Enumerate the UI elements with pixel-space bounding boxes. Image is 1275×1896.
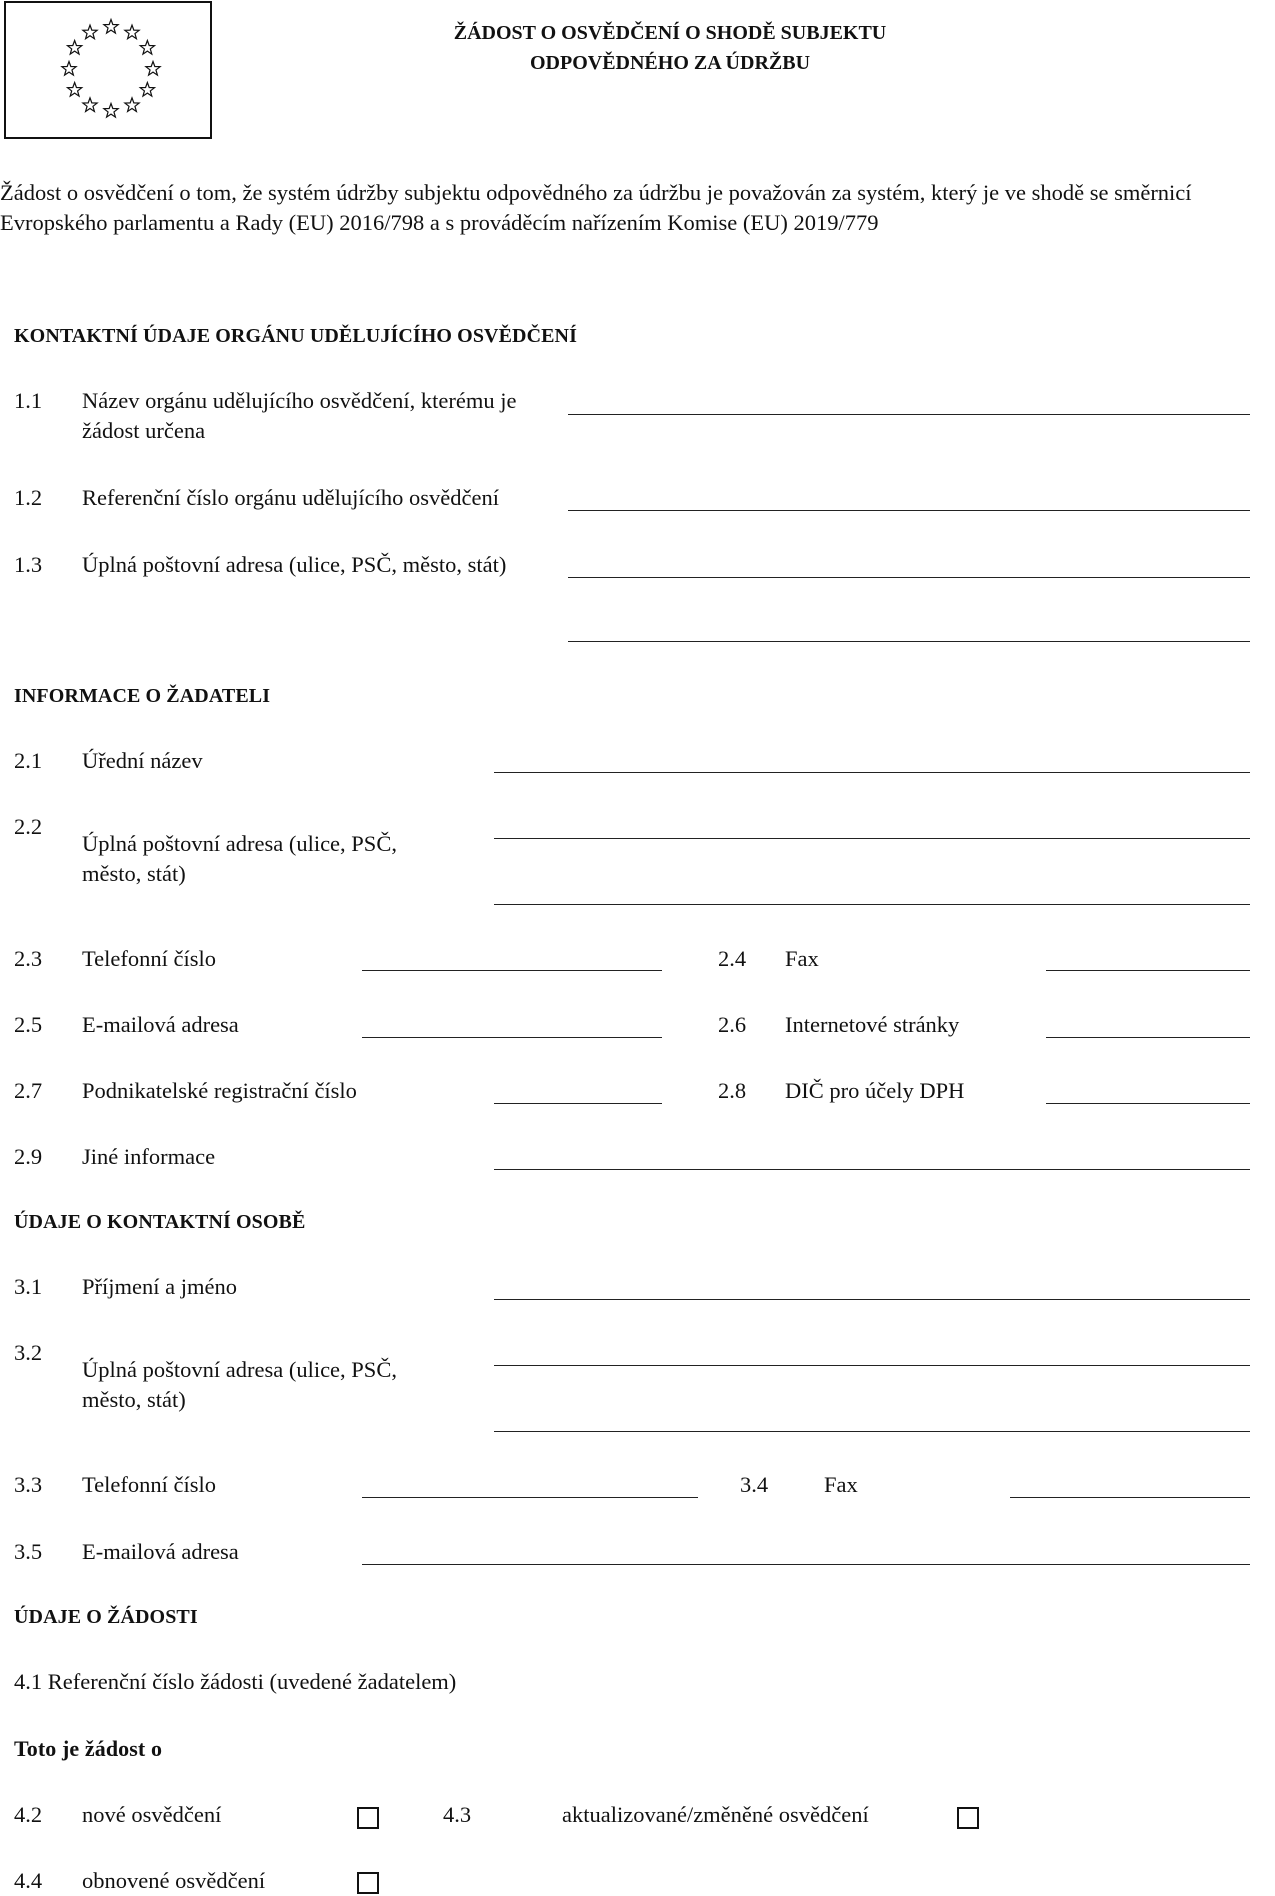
item-2-7-number: 2.7 xyxy=(14,1078,43,1103)
item-1-1-number: 1.1 xyxy=(14,388,43,413)
item-3-2-number: 3.2 xyxy=(14,1340,43,1365)
field-1-2-line[interactable] xyxy=(568,510,1250,511)
item-2-7-label: Podnikatelské registrační číslo xyxy=(82,1078,357,1103)
item-2-3-number: 2.3 xyxy=(14,946,43,971)
field-2-5-line[interactable] xyxy=(362,1037,662,1038)
item-2-1-number: 2.1 xyxy=(14,748,43,773)
section4-heading: ÚDAJE O ŽÁDOSTI xyxy=(14,1606,198,1628)
item-3-4-label: Fax xyxy=(824,1472,858,1497)
star-icon xyxy=(125,25,139,39)
star-icon xyxy=(83,25,97,39)
field-1-1-line[interactable] xyxy=(568,414,1250,415)
item-3-3-number: 3.3 xyxy=(14,1472,43,1497)
item-4-2-number: 4.2 xyxy=(14,1802,43,1827)
star-icon xyxy=(104,20,118,34)
intro-paragraph: Žádost o osvědčení o tom, že systém údržby subjektu odpovědného za údržbu je považován za systém, který je ve shodě se směrnicí Evropského parlamentu a Rady (EU) 2016/798 a s prováděcím nařízením Komise (EU) 2019/779 xyxy=(0,180,1192,235)
item-2-4-number: 2.4 xyxy=(718,946,747,971)
item-2-8-label: DIČ pro účely DPH xyxy=(785,1078,965,1103)
field-2-4-line[interactable] xyxy=(1046,970,1250,971)
field-2-3-line[interactable] xyxy=(362,970,662,971)
item-2-6-number: 2.6 xyxy=(718,1012,747,1037)
eu-flag-logo xyxy=(4,1,212,139)
field-1-3-line-2[interactable] xyxy=(568,641,1250,642)
item-2-2-label: Úplná poštovní adresa (ulice, PSČ, město, stát) xyxy=(82,831,397,886)
item-4-4-number: 4.4 xyxy=(14,1868,43,1893)
field-3-1-line[interactable] xyxy=(494,1299,1250,1300)
field-2-2-line-1[interactable] xyxy=(494,838,1250,839)
field-3-2-line-1[interactable] xyxy=(494,1365,1250,1366)
star-icon xyxy=(83,98,97,112)
item-4-3-number: 4.3 xyxy=(443,1802,472,1827)
item-3-1-label: Příjmení a jméno xyxy=(82,1274,237,1299)
item-2-3-label: Telefonní číslo xyxy=(82,946,217,971)
item-3-2-label: Úplná poštovní adresa (ulice, PSČ, město, stát) xyxy=(82,1357,397,1412)
field-2-6-line[interactable] xyxy=(1046,1037,1250,1038)
star-icon xyxy=(104,104,118,118)
item-1-2-label: Referenční číslo orgánu udělujícího osvědčení xyxy=(82,485,499,510)
item-2-2-number: 2.2 xyxy=(14,814,43,839)
item-2-8-number: 2.8 xyxy=(718,1078,747,1103)
field-1-3-line-1[interactable] xyxy=(568,577,1250,578)
section3-heading: ÚDAJE O KONTAKTNÍ OSOBĚ xyxy=(14,1211,306,1233)
item-2-5-label: E-mailová adresa xyxy=(82,1012,239,1037)
item-4-2-label: nové osvědčení xyxy=(82,1802,222,1827)
item-3-3-label: Telefonní číslo xyxy=(82,1472,217,1497)
field-3-5-line[interactable] xyxy=(362,1564,1250,1565)
item-3-5-label: E-mailová adresa xyxy=(82,1539,239,1564)
field-3-2-line-2[interactable] xyxy=(494,1431,1250,1432)
new-certificate-checkbox[interactable] xyxy=(357,1807,379,1829)
field-3-3-line[interactable] xyxy=(362,1497,698,1498)
section1-heading: KONTAKTNÍ ÚDAJE ORGÁNU UDĚLUJÍCÍHO OSVĚDČENÍ xyxy=(14,325,577,347)
renewed-certificate-checkbox[interactable] xyxy=(357,1872,379,1894)
document-title: ŽÁDOST O OSVĚDČENÍ O SHODĚ SUBJEKTU ODPOVĚDNÉHO ZA ÚDRŽBU xyxy=(453,22,887,74)
item-3-5-number: 3.5 xyxy=(14,1539,43,1564)
item-2-9-number: 2.9 xyxy=(14,1144,43,1169)
item-1-3-label: Úplná poštovní adresa (ulice, PSČ, město, stát) xyxy=(82,552,507,577)
item-2-5-number: 2.5 xyxy=(14,1012,43,1037)
item-3-4-number: 3.4 xyxy=(740,1472,769,1497)
item-2-1-label: Úřední název xyxy=(82,748,203,773)
star-icon xyxy=(146,62,160,76)
field-2-8-line[interactable] xyxy=(1046,1103,1250,1104)
star-icon xyxy=(140,83,154,97)
eu-stars-icon xyxy=(6,3,214,141)
item-2-9-label: Jiné informace xyxy=(82,1144,216,1169)
item-4-1-label: 4.1 Referenční číslo žádosti (uvedené žadatelem) xyxy=(14,1669,457,1694)
item-2-6-label: Internetové stránky xyxy=(785,1012,960,1037)
item-4-4-label: obnovené osvědčení xyxy=(82,1868,266,1893)
star-icon xyxy=(67,83,81,97)
item-4-3-label: aktualizované/změněné osvědčení xyxy=(562,1802,869,1827)
star-icon xyxy=(140,41,154,55)
field-3-4-line[interactable] xyxy=(1010,1497,1250,1498)
item-1-2-number: 1.2 xyxy=(14,485,43,510)
item-3-1-number: 3.1 xyxy=(14,1274,43,1299)
star-icon xyxy=(125,98,139,112)
item-2-4-label: Fax xyxy=(785,946,819,971)
star-icon xyxy=(62,62,76,76)
field-2-2-line-2[interactable] xyxy=(494,904,1250,905)
item-1-3-number: 1.3 xyxy=(14,552,43,577)
field-2-1-line[interactable] xyxy=(494,772,1250,773)
updated-certificate-checkbox[interactable] xyxy=(957,1807,979,1829)
star-icon xyxy=(67,41,81,55)
field-2-9-line[interactable] xyxy=(494,1169,1250,1170)
field-2-7-line[interactable] xyxy=(494,1103,662,1104)
item-1-1-label: Název orgánu udělujícího osvědčení, kterému je žádost určena xyxy=(82,388,517,443)
request-type-heading: Toto je žádost o xyxy=(14,1736,163,1761)
section2-heading: INFORMACE O ŽADATELI xyxy=(14,685,271,707)
